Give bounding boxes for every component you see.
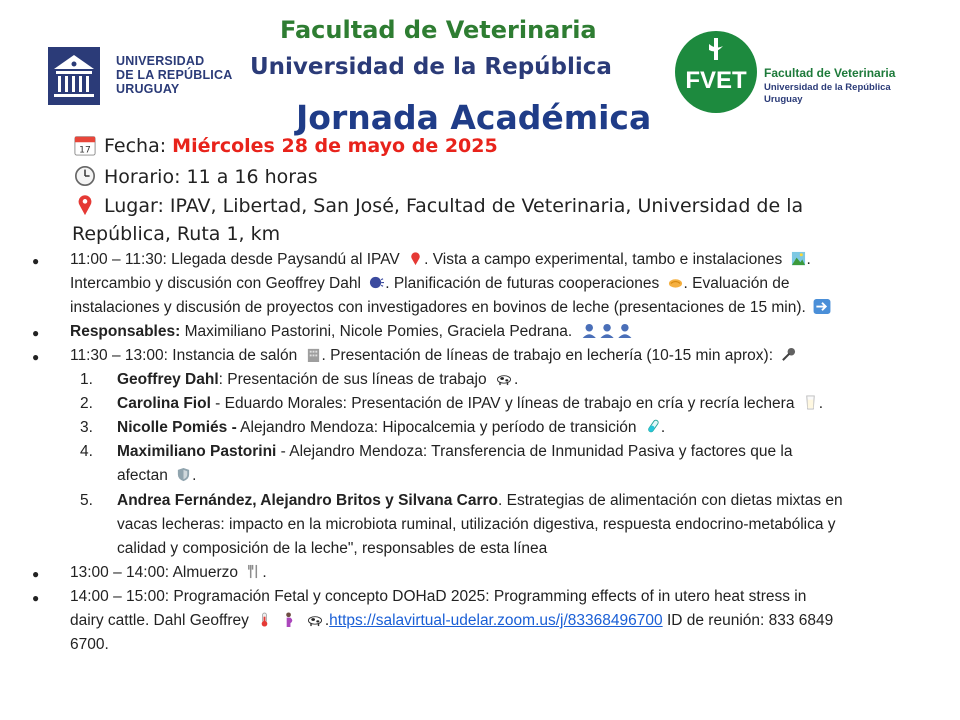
calendar-icon	[72, 134, 98, 156]
clock-icon	[72, 165, 98, 187]
thermometer-icon	[256, 612, 273, 627]
udelar-line3: URUGUAY	[116, 82, 180, 96]
talk-item: Maximiliano Pastorini - Alejandro Mendoza: Transferencia de Inmunidad Pasiva y factores que la	[117, 443, 793, 460]
talk-number: 2.	[80, 395, 93, 412]
fvet-acronym: FVET	[685, 67, 747, 94]
talk-item: Andrea Fernández, Alejandro Britos y Silvana Carro. Estrategias de alimentación con dietas mixtas en	[117, 492, 843, 509]
fvet-line3: Uruguay	[764, 94, 803, 105]
talk-item-cont: vacas lecheras: impacto en la microbiota ruminal, utilización digestiva, respuesta endocrino-metabólica y	[117, 516, 836, 533]
test-tube-icon	[644, 419, 661, 434]
landscape-icon	[790, 251, 807, 266]
fvet-line2: Universidad de la República	[764, 82, 891, 93]
udelar-line1: UNIVERSIDAD	[116, 54, 205, 68]
talk-number: 1.	[80, 371, 93, 388]
talk-number: 4.	[80, 443, 93, 460]
date-line	[72, 134, 498, 157]
fvet-emblem-icon	[674, 30, 758, 114]
place-line2: República, Ruta 1, km	[72, 223, 281, 245]
fork-knife-icon	[245, 564, 262, 579]
list-item: 11:30 – 13:00: Instancia de salón . Presentación de líneas de trabajo en lechería (10-15 min aprox):	[70, 344, 797, 367]
list-item: Responsables: Maximiliano Pastorini, Nicole Pomies, Graciela Pedrana.	[70, 320, 636, 343]
bullet: ●	[32, 591, 40, 605]
list-item: 11:00 – 11:30: Llegada desde Paysandú al IPAV . Vista a campo experimental, tambo e instalaciones .	[70, 251, 811, 268]
speaking-head-icon	[368, 275, 385, 290]
pin-icon	[407, 251, 424, 266]
fvet-line1: Facultad de Veterinaria	[764, 66, 896, 80]
bullet: ●	[32, 567, 40, 581]
date-label: Fecha:	[104, 135, 173, 157]
udelar-line2: DE LA REPÚBLICA	[116, 68, 233, 82]
shield-icon	[175, 467, 192, 482]
list-item-cont: Intercambio y discusión con Geoffrey Dahl . Planificación de futuras cooperaciones . Evaluación de	[70, 275, 790, 292]
talk-item-cont: calidad y composición de la leche", responsables de esta línea	[117, 540, 548, 557]
building-icon	[305, 347, 322, 362]
time-text: Horario: 11 a 16 horas	[104, 166, 318, 188]
talk-item-cont: afectan .	[117, 467, 197, 484]
udelar-seal-icon	[48, 47, 100, 105]
arrow-right-icon	[813, 299, 831, 314]
handshake-icon	[667, 275, 684, 290]
date-value: Miércoles 28 de mayo de 2025	[172, 135, 498, 157]
talk-number: 5.	[80, 492, 93, 509]
pregnant-icon	[281, 612, 298, 627]
list-item: 13:00 – 14:00: Almuerzo .	[70, 564, 267, 581]
list-item-cont: dairy cattle. Dahl Geoffrey .https://salavirtual-udelar.zoom.us/j/83368496700 ID de reunión: 833 6849	[70, 612, 834, 629]
list-item-cont: 6700.	[70, 636, 109, 653]
calendar-day: 17	[79, 144, 91, 156]
list-item-cont: instalaciones y discusión de proyectos con investigadores en bovinos de leche (presentaciones de 15 min).	[70, 296, 831, 319]
fvet-logo	[674, 30, 934, 120]
pin-icon	[72, 194, 98, 216]
talk-item: Geoffrey Dahl: Presentación de sus líneas de trabajo .	[117, 371, 519, 388]
faculty-title: Facultad de Veterinaria	[280, 16, 597, 44]
cow-icon	[305, 612, 325, 627]
time-line	[72, 165, 318, 188]
bullet: ●	[32, 350, 40, 364]
talk-item: Nicolle Pomiés - Alejandro Mendoza: Hipocalcemia y período de transición .	[117, 419, 666, 436]
people-icon	[580, 323, 636, 338]
microphone-icon	[780, 347, 797, 362]
event-title: Jornada Académica	[296, 98, 652, 137]
talk-number: 3.	[80, 419, 93, 436]
milk-glass-icon	[802, 395, 819, 410]
talk-item: Carolina Fiol - Eduardo Morales: Presentación de IPAV y líneas de trabajo en cría y recría lechera .	[117, 395, 824, 412]
cow-icon	[494, 371, 514, 386]
udelar-logo	[48, 47, 233, 107]
university-title: Universidad de la República	[250, 54, 612, 80]
bullet: ●	[32, 326, 40, 340]
list-item: 14:00 – 15:00: Programación Fetal y concepto DOHaD 2025: Programming effects of in utero heat stress in	[70, 588, 807, 605]
bullet: ●	[32, 254, 40, 268]
place-line1: Lugar: IPAV, Libertad, San José, Facultad de Veterinaria, Universidad de la	[104, 195, 804, 217]
zoom-link[interactable]: https://salavirtual-udelar.zoom.us/j/83368496700	[329, 612, 663, 629]
place-line	[72, 194, 803, 217]
